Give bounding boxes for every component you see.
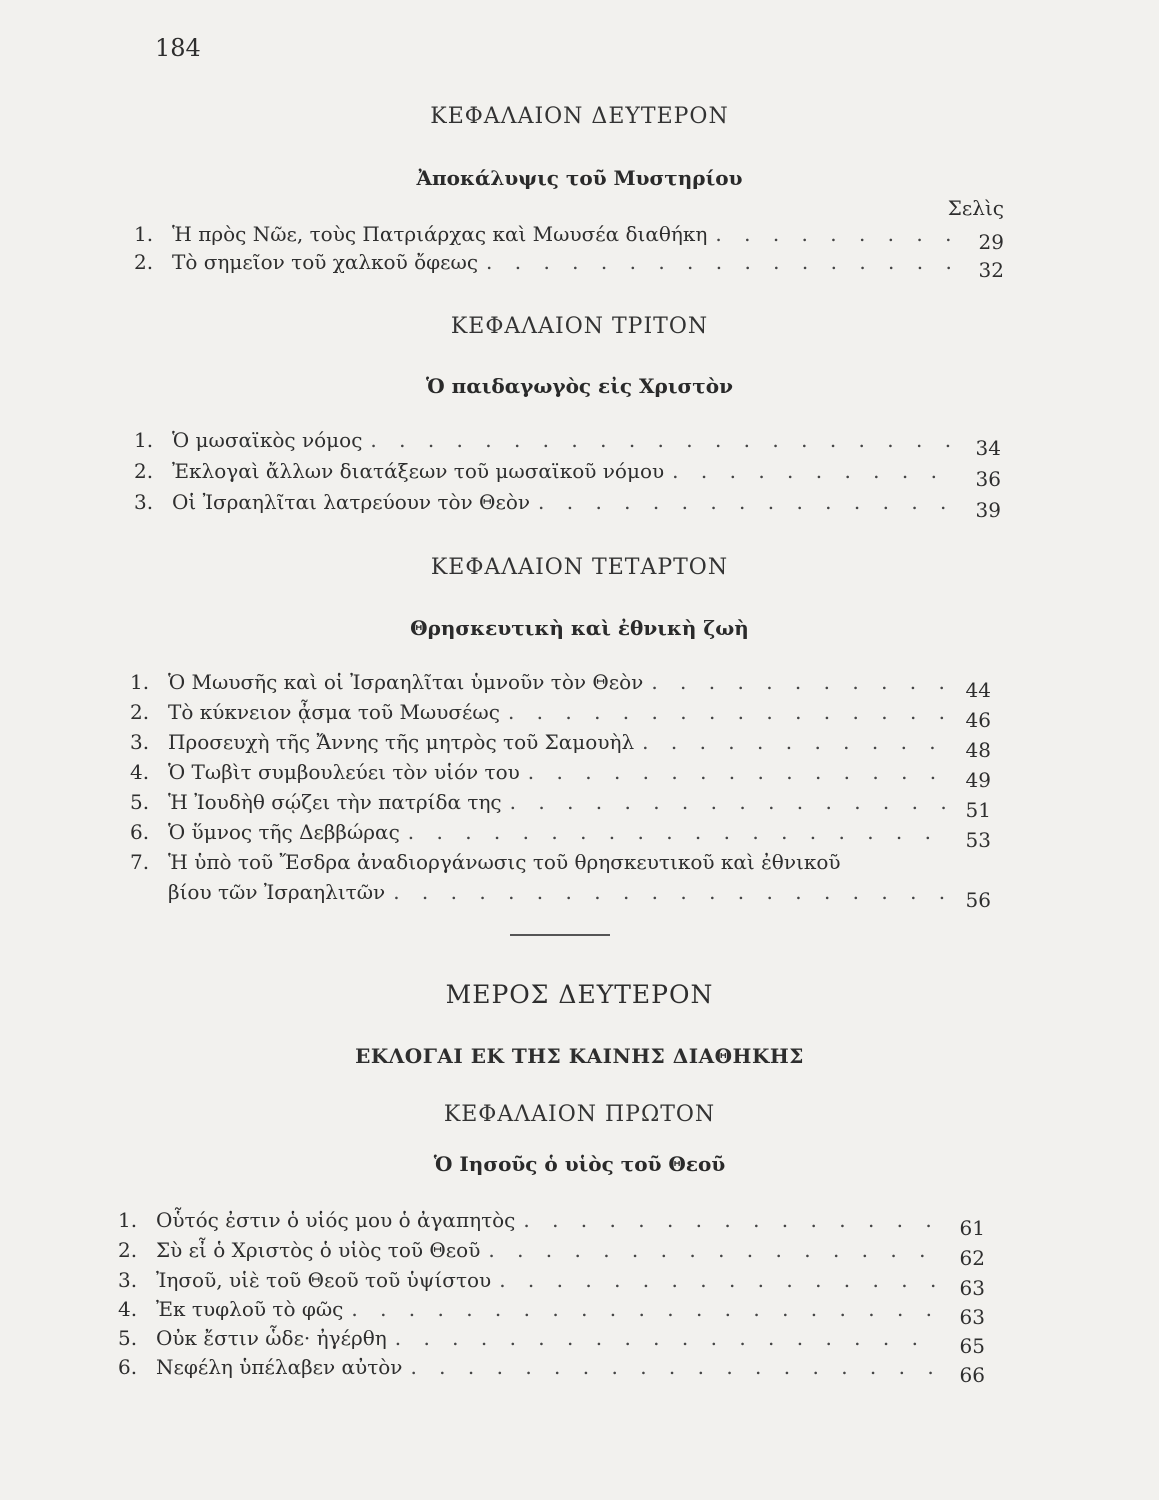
entry-number: 1. (134, 428, 154, 452)
entry-page: 46 (965, 708, 991, 732)
leader-dots (370, 428, 957, 452)
toc-entry (130, 730, 991, 762)
entry-number: 6. (130, 820, 150, 844)
entry-number: 2. (130, 700, 150, 724)
entry-number: 5. (130, 790, 150, 814)
chapter-subtitle: Θρησκευτικὴ καὶ ἐθνικὴ ζωὴ (410, 616, 749, 640)
entry-page: 34 (975, 436, 1001, 460)
toc-entry (118, 1208, 985, 1240)
entry-page: 51 (965, 798, 991, 822)
toc-entry (134, 459, 1001, 491)
entry-number: 3. (134, 490, 154, 514)
entry-title: Ἡ πρὸς Νῶε, τοὺς Πατριάρχας καὶ Μωυσέα διαθήκη (172, 222, 708, 246)
leader-dots (672, 459, 957, 483)
part-title: ΜΕΡΟΣ ΔΕΥΤΕΡΟΝ (445, 980, 714, 1009)
entry-title: Σὺ εἶ ὁ Χριστὸς ὁ υἱὸς τοῦ Θεοῦ (156, 1238, 481, 1262)
entry-page: 63 (959, 1305, 985, 1329)
section-divider (510, 934, 610, 936)
leader-dots (393, 880, 947, 904)
entry-page: 49 (965, 768, 991, 792)
leader-dots (538, 490, 957, 514)
toc-entry-continuation (168, 880, 991, 912)
entry-page: 29 (978, 230, 1004, 254)
toc-entry (134, 222, 1004, 254)
entry-title: Ὁ Μωυσῆς καὶ οἱ Ἰσραηλῖται ὑμνοῦν τὸν Θεὸν (168, 670, 644, 694)
entry-number: 2. (134, 250, 154, 274)
entry-title: Ἡ ὑπὸ τοῦ Ἔσδρα ἀναδιοργάνωσις τοῦ θρησκευτικοῦ καὶ ἐθνικοῦ (168, 850, 841, 874)
toc-entry (134, 490, 1001, 522)
leader-dots (499, 1268, 941, 1292)
toc-entry-first-line (130, 850, 841, 874)
entry-title: Οὐκ ἔστιν ὧδε· ἠγέρθη (156, 1326, 387, 1350)
part-subtitle: ΕΚΛΟΓΑΙ ΕΚ ΤΗΣ ΚΑΙΝΗΣ ΔΙΑΘΗΚΗΣ (355, 1044, 804, 1068)
toc-entry (134, 250, 1004, 282)
entry-number: 7. (130, 850, 150, 874)
toc-entry (118, 1355, 985, 1387)
toc-entry (130, 670, 991, 702)
entry-page: 44 (965, 678, 991, 702)
entry-number: 2. (134, 459, 154, 483)
entry-number: 3. (130, 730, 150, 754)
entry-title: Ὁ Τωβὶτ συμβουλεύει τὸν υἱόν του (168, 760, 520, 784)
leader-dots (528, 760, 947, 784)
entry-page: 66 (959, 1363, 985, 1387)
entry-number: 5. (118, 1326, 138, 1350)
leader-dots (488, 1238, 941, 1262)
entry-title-continuation: βίου τῶν Ἰσραηλιτῶν (168, 880, 386, 904)
entry-page: 61 (959, 1216, 985, 1240)
chapter-title: ΚΕΦΑΛΑΙΟΝ ΔΕΥΤΕΡΟΝ (430, 104, 729, 129)
entry-title: Ἐκλογαὶ ἄλλων διατάξεων τοῦ μωσαϊκοῦ νόμου (172, 459, 665, 483)
entry-title: Ἰησοῦ, υἱὲ τοῦ Θεοῦ τοῦ ὑψίστου (156, 1268, 492, 1292)
chapter-subtitle: Ἀποκάλυψις τοῦ Μυστηρίου (416, 166, 743, 190)
entry-number: 4. (130, 760, 150, 784)
toc-entry (118, 1326, 985, 1358)
leader-dots (410, 1355, 941, 1379)
entry-title: Ὁ ὕμνος τῆς Δεββώρας (168, 820, 400, 844)
entry-number: 4. (118, 1297, 138, 1321)
entry-title: Ὁ μωσαϊκὸς νόμος (172, 428, 363, 452)
entry-number: 1. (118, 1208, 138, 1232)
leader-dots (651, 670, 947, 694)
leader-dots (510, 790, 947, 814)
toc-entry (118, 1297, 985, 1329)
entry-page: 36 (975, 467, 1001, 491)
entry-page: 53 (965, 828, 991, 852)
toc-entry (130, 790, 991, 822)
toc-entry (130, 820, 991, 852)
entry-page: 63 (959, 1276, 985, 1300)
page-column-header: Σελὶς (947, 196, 1004, 220)
entry-title: Τὸ κύκνειον ᾆσμα τοῦ Μωυσέως (168, 700, 500, 724)
entry-title: Τὸ σημεῖον τοῦ χαλκοῦ ὄφεως (172, 250, 479, 274)
chapter-title: ΚΕΦΑΛΑΙΟΝ ΠΡΩΤΟΝ (443, 1102, 716, 1127)
toc-entry (130, 700, 991, 732)
entry-title: Ἐκ τυφλοῦ τὸ φῶς (156, 1297, 344, 1321)
entry-page: 56 (965, 888, 991, 912)
entry-page: 65 (959, 1334, 985, 1358)
entry-number: 1. (134, 222, 154, 246)
entry-number: 2. (118, 1238, 138, 1262)
leader-dots (395, 1326, 941, 1350)
chapter-subtitle: Ὁ παιδαγωγὸς εἰς Χριστὸν (426, 374, 733, 398)
toc-entry (118, 1268, 985, 1300)
entry-number: 3. (118, 1268, 138, 1292)
leader-dots (486, 250, 960, 274)
entry-title: Οἱ Ἰσραηλῖται λατρεύουν τὸν Θεὸν (172, 490, 531, 514)
leader-dots (508, 700, 947, 724)
entry-page: 32 (978, 258, 1004, 282)
chapter-subtitle: Ὁ Ιησοῦς ὁ υἱὸς τοῦ Θεοῦ (433, 1152, 726, 1176)
entry-number: 6. (118, 1355, 138, 1379)
page-number: 184 (155, 34, 201, 62)
leader-dots (642, 730, 947, 754)
leader-dots (408, 820, 947, 844)
entry-number: 1. (130, 670, 150, 694)
entry-page: 39 (975, 498, 1001, 522)
toc-entry (134, 428, 1001, 460)
entry-page: 62 (959, 1246, 985, 1270)
entry-title: Ἡ Ἰουδὴθ σῴζει τὴν πατρίδα της (168, 790, 502, 814)
entry-page: 48 (965, 738, 991, 762)
leader-dots (351, 1297, 941, 1321)
chapter-title: ΚΕΦΑΛΑΙΟΝ ΤΡΙΤΟΝ (450, 314, 709, 339)
entry-title: Νεφέλη ὑπέλαβεν αὐτὸν (156, 1355, 403, 1379)
entry-title: Οὗτός ἐστιν ὁ υἱός μου ὁ ἀγαπητὸς (156, 1208, 516, 1232)
leader-dots (523, 1208, 941, 1232)
toc-entry (118, 1238, 985, 1270)
chapter-title: ΚΕΦΑΛΑΙΟΝ ΤΕΤΑΡΤΟΝ (430, 555, 729, 580)
leader-dots (715, 222, 960, 246)
entry-title: Προσευχὴ τῆς Ἄννης τῆς μητρὸς τοῦ Σαμουὴλ (168, 730, 635, 754)
toc-entry (130, 760, 991, 792)
